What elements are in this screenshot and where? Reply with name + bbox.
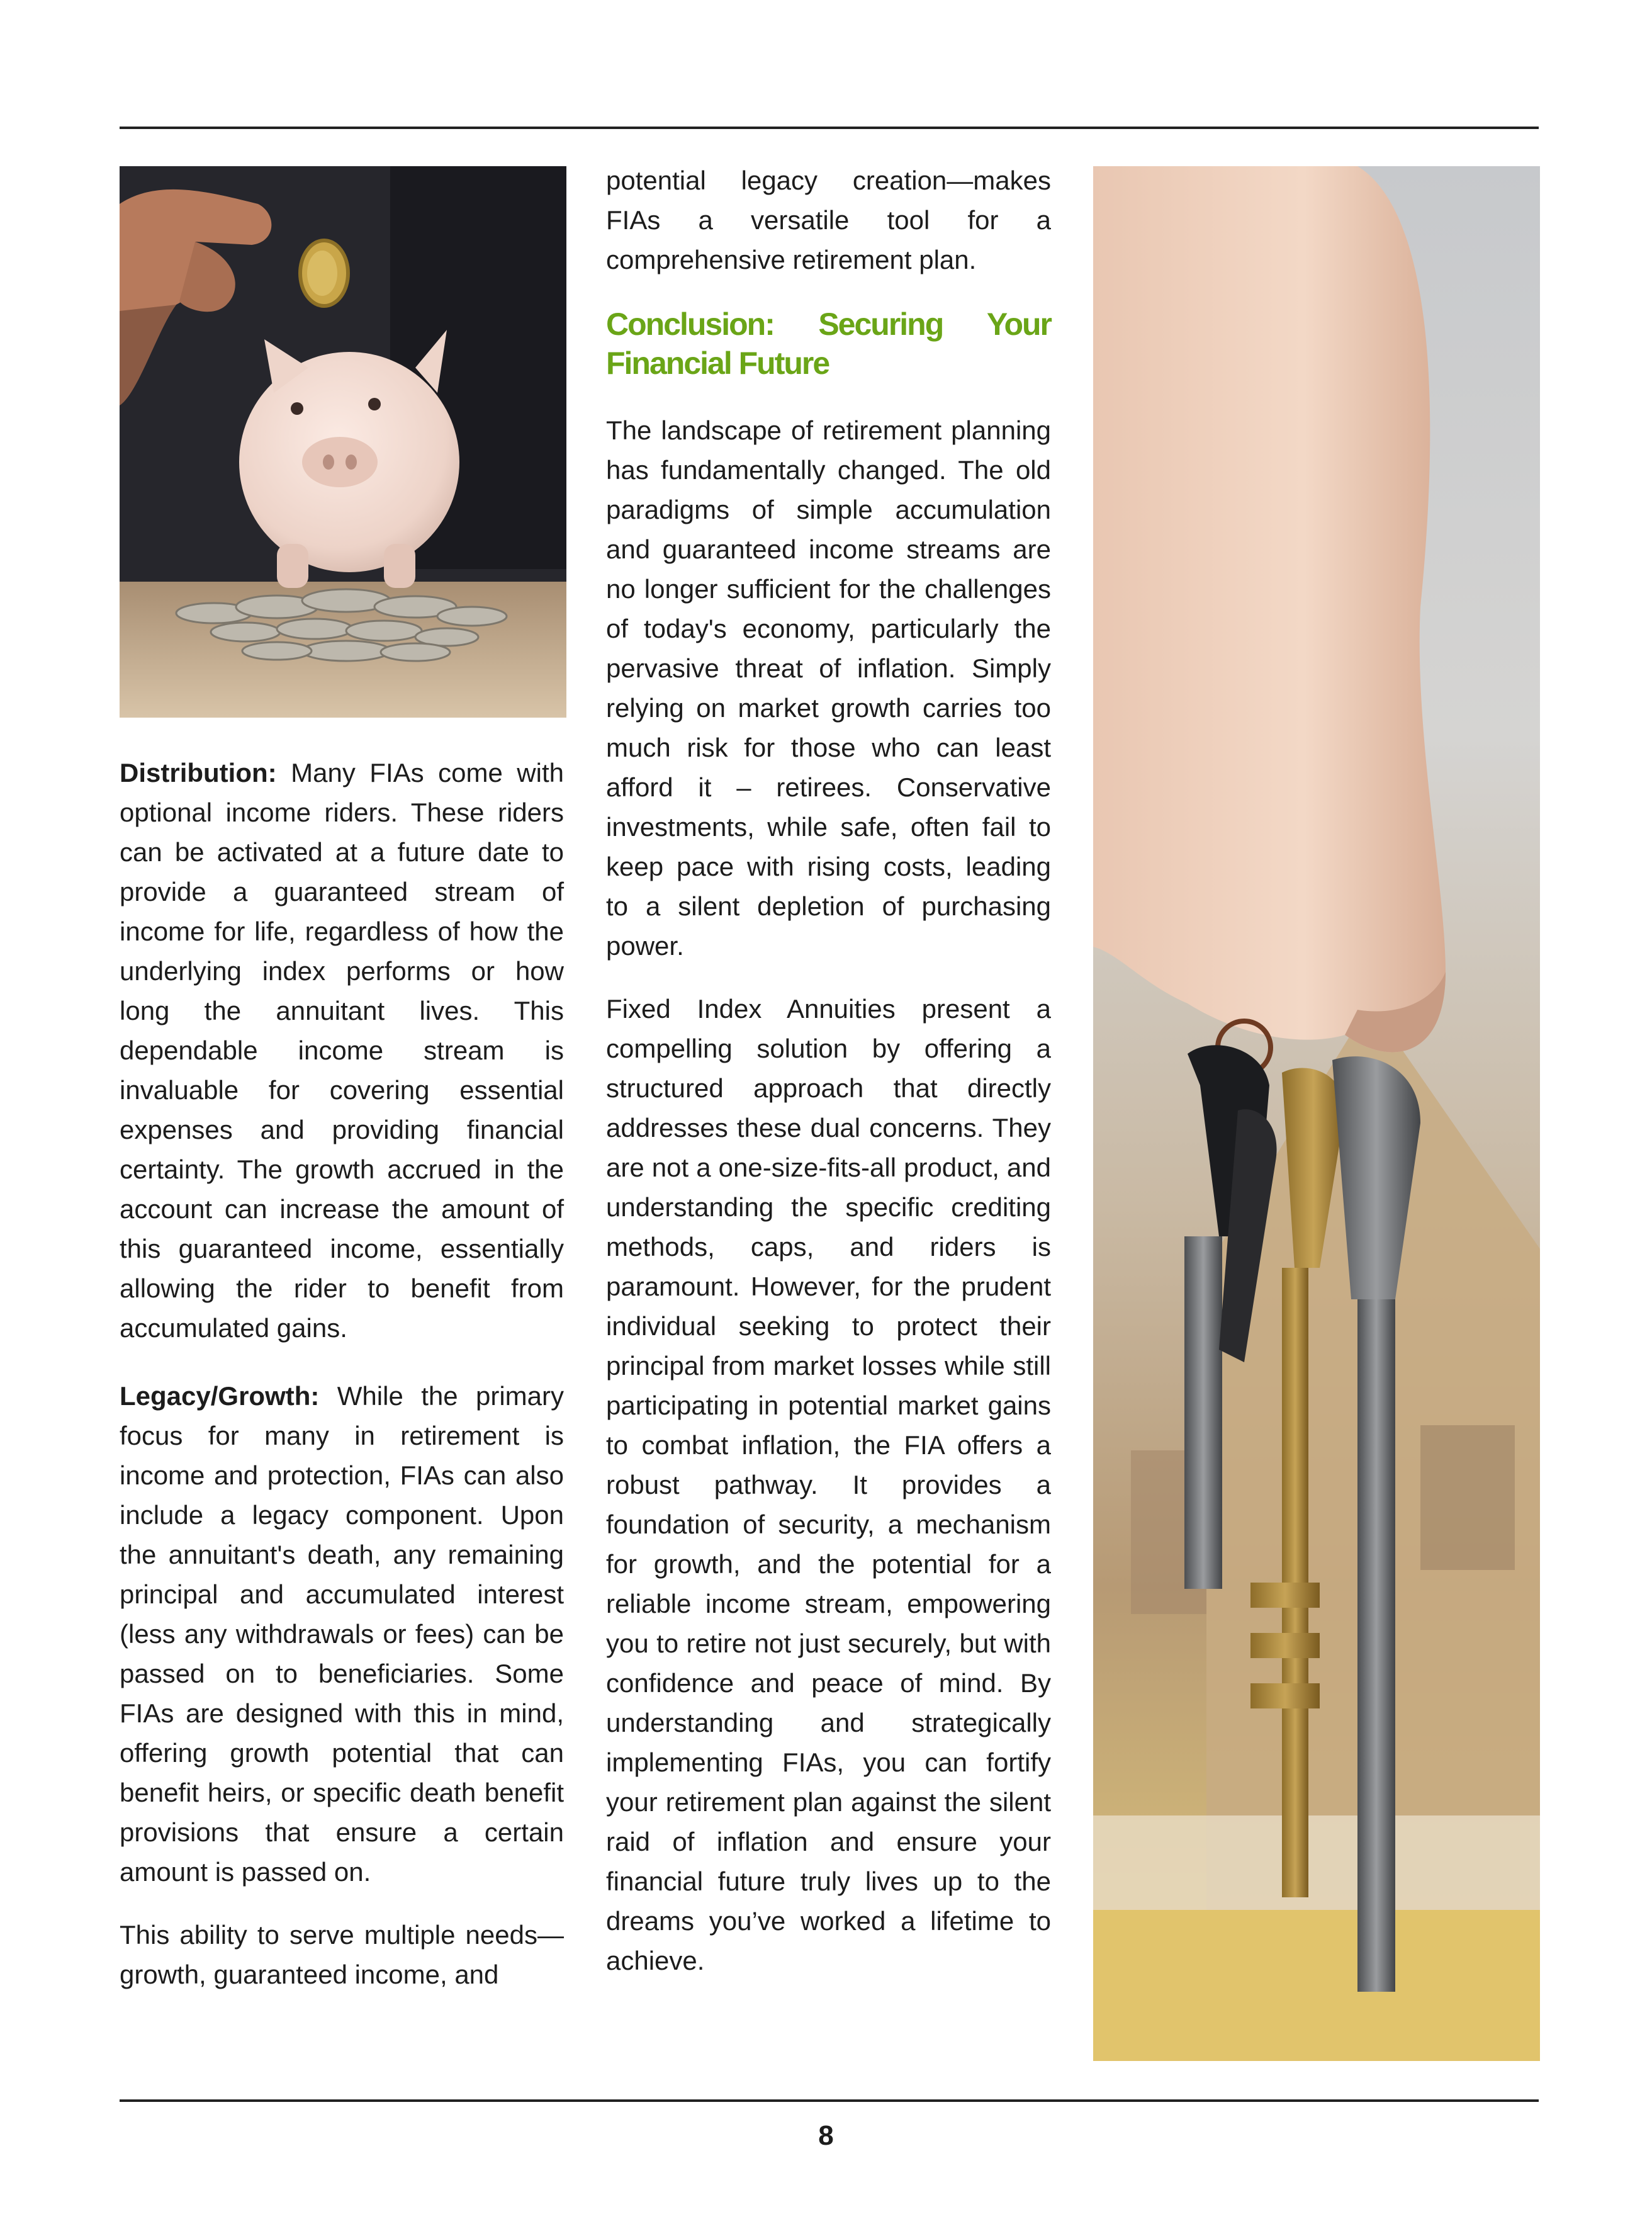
distribution-paragraph: [120, 753, 564, 1348]
header-rule: [120, 127, 1539, 129]
multi-need-paragraph: This ability to serve multiple needs—growth, guaranteed income, and: [120, 1920, 564, 1989]
legacy-label: Legacy/Growth:: [120, 1381, 320, 1411]
distribution-label: Distribution:: [120, 758, 277, 788]
continuation-paragraph: potential legacy creation—makes FIAs a versatile tool for a comprehensive retirement plan.: [606, 166, 1051, 274]
conclusion-paragraph-1: The landscape of retirement planning has fundamentally changed. The old paradigms of simple accumulation and guaranteed income streams are no longer sufficient for the challenges of today's economy, particularly the pervasive threat of inflation. Simply relying on market growth carries too much risk for those who can least afford it – retirees. Conservative investments, while safe, often fail to keep pace with rising costs, leading to a silent depletion of purchasing power.: [606, 415, 1051, 961]
page-number: 8: [818, 2120, 834, 2151]
conclusion-paragraph-2: Fixed Index Annuities present a compelling solution by offering a structured approach that directly addresses these dual concerns. They are not a one-size-fits-all product, and understanding the specific crediting methods, caps, and riders is paramount. However, for the prudent individual seeking to protect their principal from market losses while still participating in potential market gains to combat inflation, the FIA offers a robust pathway. It provides a foundation of security, a mechanism for growth, and the potential for a reliable income stream, empowering you to retire not just securely, but with confidence and peace of mind. By understanding and strategically implementing FIAs, you can fortify your retirement plan against the silent raid of inflation and ensure your financial future truly lives up to the dreams you’ve worked a lifetime to achieve.: [606, 994, 1051, 1975]
distribution-text: Many FIAs come with optional income riders. These riders can be activated at a future date to provide a guaranteed stream of income for life, regardless of how the underlying index performs or how long the annuitant lives. This dependable income stream is invaluable for covering essential expenses and providing financial certainty. The growth accrued in the account can increase the amount of this guaranteed income, essentially allowing the rider to benefit from accumulated gains.: [120, 758, 564, 1343]
conclusion-heading: Conclusion: Securing Your Financial Future: [606, 307, 1051, 381]
middle-column: [606, 161, 1051, 1980]
piggy-bank-photo: [120, 166, 566, 718]
left-column: [120, 753, 564, 1994]
house-keys-photo: [1093, 166, 1540, 2061]
legacy-paragraph: [120, 1376, 564, 1892]
footer-rule: [120, 2099, 1539, 2102]
legacy-text: While the primary focus for many in retirement is income and protection, FIAs can also include a legacy component. Upon the annuitant's death, any remaining principal and accumulated interest (less any withdrawals or fees) can be passed on to beneficiaries. Some FIAs are designed with this in mind, offering growth potential that can benefit heirs, or specific death benefit provisions that ensure a certain amount is passed on.: [120, 1381, 564, 1887]
